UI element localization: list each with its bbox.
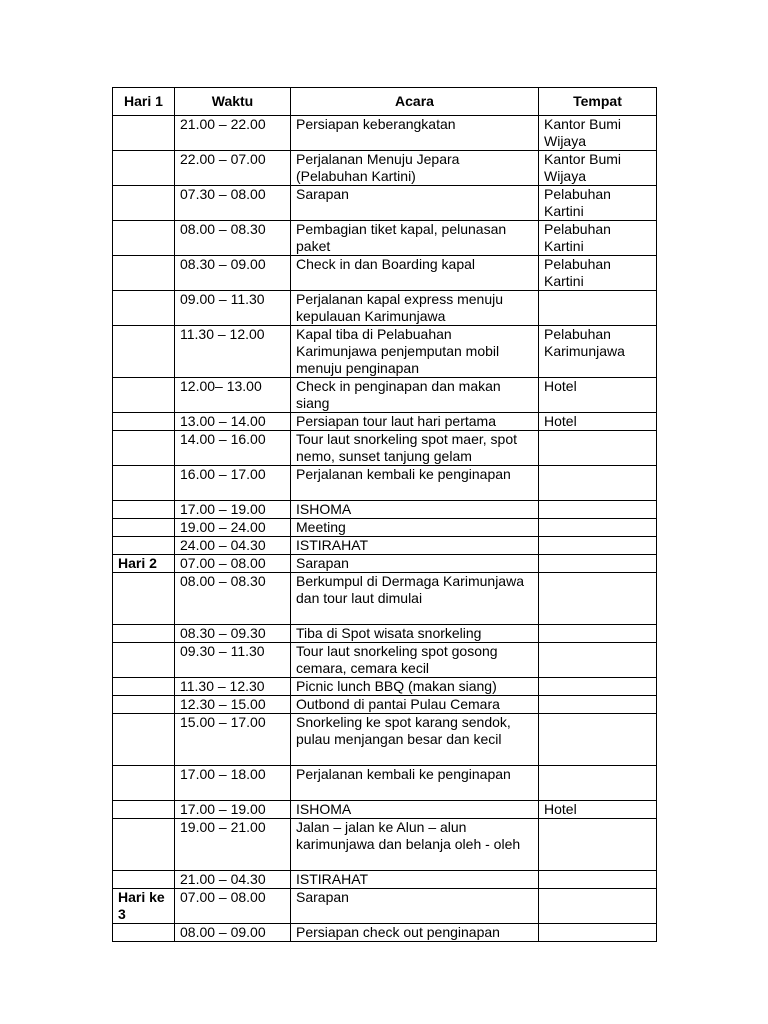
- hari-cell: [113, 221, 175, 256]
- table-row: [113, 766, 657, 801]
- tempat-cell: [539, 573, 657, 625]
- acara-cell: Tour laut snorkeling spot maer, spot nemo, sunset tanjung gelam: [291, 431, 539, 466]
- acara-cell: ISHOMA: [291, 501, 539, 519]
- hari-cell: Hari 2: [113, 555, 175, 573]
- table-row: [113, 378, 657, 413]
- hari-cell: [113, 116, 175, 151]
- tempat-cell: [539, 766, 657, 801]
- waktu-cell: 12.30 – 15.00: [175, 696, 291, 714]
- table-row: [113, 326, 657, 378]
- table-row: [113, 678, 657, 696]
- acara-cell: Sarapan: [291, 889, 539, 924]
- table-row: [113, 501, 657, 519]
- hari-cell: [113, 766, 175, 801]
- acara-cell: Outbond di pantai Pulau Cemara: [291, 696, 539, 714]
- hari-cell: [113, 573, 175, 625]
- tempat-cell: Hotel: [539, 378, 657, 413]
- waktu-cell: 09.30 – 11.30: [175, 643, 291, 678]
- hari-cell: [113, 801, 175, 819]
- waktu-cell: 16.00 – 17.00: [175, 466, 291, 501]
- waktu-cell: 15.00 – 17.00: [175, 714, 291, 766]
- waktu-cell: 17.00 – 18.00: [175, 766, 291, 801]
- table-row: [113, 291, 657, 326]
- table-row: [113, 696, 657, 714]
- acara-cell: Check in penginapan dan makan siang: [291, 378, 539, 413]
- waktu-cell: 17.00 – 19.00: [175, 801, 291, 819]
- acara-cell: Perjalanan kapal express menuju kepulauan Karimunjawa: [291, 291, 539, 326]
- header-tempat: Tempat: [539, 88, 657, 116]
- table-row: [113, 573, 657, 625]
- tempat-cell: Hotel: [539, 413, 657, 431]
- table-row: [113, 555, 657, 573]
- table-row: [113, 151, 657, 186]
- hari-cell: [113, 256, 175, 291]
- table-row: [113, 537, 657, 555]
- acara-cell: Perjalanan kembali ke penginapan: [291, 766, 539, 801]
- waktu-cell: 11.30 – 12.30: [175, 678, 291, 696]
- tempat-cell: [539, 555, 657, 573]
- acara-cell: Perjalanan kembali ke penginapan: [291, 466, 539, 501]
- waktu-cell: 11.30 – 12.00: [175, 326, 291, 378]
- hari-cell: [113, 519, 175, 537]
- acara-cell: Sarapan: [291, 555, 539, 573]
- tempat-cell: [539, 714, 657, 766]
- acara-cell: ISHOMA: [291, 801, 539, 819]
- hari-cell: [113, 466, 175, 501]
- waktu-cell: 07.30 – 08.00: [175, 186, 291, 221]
- acara-cell: Kapal tiba di Pelabuahan Karimunjawa penjemputan mobil menuju penginapan: [291, 326, 539, 378]
- acara-cell: Jalan – jalan ke Alun – alun karimunjawa dan belanja oleh - oleh: [291, 819, 539, 871]
- tempat-cell: [539, 291, 657, 326]
- table-row: [113, 924, 657, 942]
- hari-cell: [113, 326, 175, 378]
- acara-cell: Persiapan keberangkatan: [291, 116, 539, 151]
- tempat-cell: [539, 519, 657, 537]
- hari-cell: [113, 819, 175, 871]
- waktu-cell: 08.30 – 09.00: [175, 256, 291, 291]
- header-hari: Hari 1: [113, 88, 175, 116]
- waktu-cell: 09.00 – 11.30: [175, 291, 291, 326]
- hari-cell: [113, 678, 175, 696]
- hari-cell: [113, 924, 175, 942]
- acara-cell: Berkumpul di Dermaga Karimunjawa dan tour laut dimulai: [291, 573, 539, 625]
- waktu-cell: 24.00 – 04.30: [175, 537, 291, 555]
- acara-cell: ISTIRAHAT: [291, 871, 539, 889]
- waktu-cell: 07.00 – 08.00: [175, 555, 291, 573]
- tempat-cell: [539, 643, 657, 678]
- table-row: [113, 519, 657, 537]
- table-row: [113, 413, 657, 431]
- header-row: [113, 88, 657, 116]
- hari-cell: [113, 871, 175, 889]
- table-row: [113, 466, 657, 501]
- hari-cell: [113, 431, 175, 466]
- tempat-cell: [539, 819, 657, 871]
- table-row: [113, 643, 657, 678]
- acara-cell: Tiba di Spot wisata snorkeling: [291, 625, 539, 643]
- acara-cell: ISTIRAHAT: [291, 537, 539, 555]
- waktu-cell: 08.30 – 09.30: [175, 625, 291, 643]
- waktu-cell: 22.00 – 07.00: [175, 151, 291, 186]
- table-row: [113, 431, 657, 466]
- header-waktu: Waktu: [175, 88, 291, 116]
- acara-cell: Pembagian tiket kapal, pelunasan paket: [291, 221, 539, 256]
- table-row: [113, 714, 657, 766]
- tempat-cell: [539, 924, 657, 942]
- tempat-cell: Pelabuhan Kartini: [539, 186, 657, 221]
- tempat-cell: Pelabuhan Karimunjawa: [539, 326, 657, 378]
- hari-cell: [113, 643, 175, 678]
- hari-cell: [113, 501, 175, 519]
- tempat-cell: [539, 871, 657, 889]
- hari-cell: [113, 413, 175, 431]
- tempat-cell: [539, 625, 657, 643]
- table-row: [113, 116, 657, 151]
- table-row: [113, 221, 657, 256]
- acara-cell: Sarapan: [291, 186, 539, 221]
- tempat-cell: Hotel: [539, 801, 657, 819]
- table-row: [113, 186, 657, 221]
- tempat-cell: [539, 889, 657, 924]
- table-row: [113, 256, 657, 291]
- tempat-cell: Kantor Bumi Wijaya: [539, 116, 657, 151]
- acara-cell: Check in dan Boarding kapal: [291, 256, 539, 291]
- hari-cell: [113, 378, 175, 413]
- tempat-cell: [539, 466, 657, 501]
- hari-cell: [113, 291, 175, 326]
- table-row: [113, 801, 657, 819]
- hari-cell: [113, 625, 175, 643]
- waktu-cell: 12.00– 13.00: [175, 378, 291, 413]
- table-row: [113, 871, 657, 889]
- acara-cell: Meeting: [291, 519, 539, 537]
- hari-cell: Hari ke 3: [113, 889, 175, 924]
- hari-cell: [113, 151, 175, 186]
- hari-cell: [113, 714, 175, 766]
- table-row: [113, 889, 657, 924]
- hari-cell: [113, 696, 175, 714]
- tempat-cell: [539, 696, 657, 714]
- waktu-cell: 14.00 – 16.00: [175, 431, 291, 466]
- waktu-cell: 07.00 – 08.00: [175, 889, 291, 924]
- tempat-cell: [539, 678, 657, 696]
- tempat-cell: [539, 537, 657, 555]
- tempat-cell: [539, 501, 657, 519]
- acara-cell: Persiapan check out penginapan: [291, 924, 539, 942]
- hari-cell: [113, 537, 175, 555]
- waktu-cell: 08.00 – 09.00: [175, 924, 291, 942]
- waktu-cell: 21.00 – 22.00: [175, 116, 291, 151]
- waktu-cell: 08.00 – 08.30: [175, 221, 291, 256]
- tempat-cell: Pelabuhan Kartini: [539, 221, 657, 256]
- waktu-cell: 19.00 – 24.00: [175, 519, 291, 537]
- tempat-cell: Pelabuhan Kartini: [539, 256, 657, 291]
- acara-cell: Perjalanan Menuju Jepara (Pelabuhan Kartini): [291, 151, 539, 186]
- waktu-cell: 17.00 – 19.00: [175, 501, 291, 519]
- waktu-cell: 13.00 – 14.00: [175, 413, 291, 431]
- acara-cell: Tour laut snorkeling spot gosong cemara, cemara kecil: [291, 643, 539, 678]
- hari-cell: [113, 186, 175, 221]
- tempat-cell: Kantor Bumi Wijaya: [539, 151, 657, 186]
- itinerary-table: [112, 87, 657, 942]
- table-row: [113, 819, 657, 871]
- acara-cell: Picnic lunch BBQ (makan siang): [291, 678, 539, 696]
- itinerary-body: [113, 116, 657, 942]
- acara-cell: Snorkeling ke spot karang sendok, pulau menjangan besar dan kecil: [291, 714, 539, 766]
- waktu-cell: 19.00 – 21.00: [175, 819, 291, 871]
- tempat-cell: [539, 431, 657, 466]
- header-acara: Acara: [291, 88, 539, 116]
- waktu-cell: 21.00 – 04.30: [175, 871, 291, 889]
- acara-cell: Persiapan tour laut hari pertama: [291, 413, 539, 431]
- table-row: [113, 625, 657, 643]
- waktu-cell: 08.00 – 08.30: [175, 573, 291, 625]
